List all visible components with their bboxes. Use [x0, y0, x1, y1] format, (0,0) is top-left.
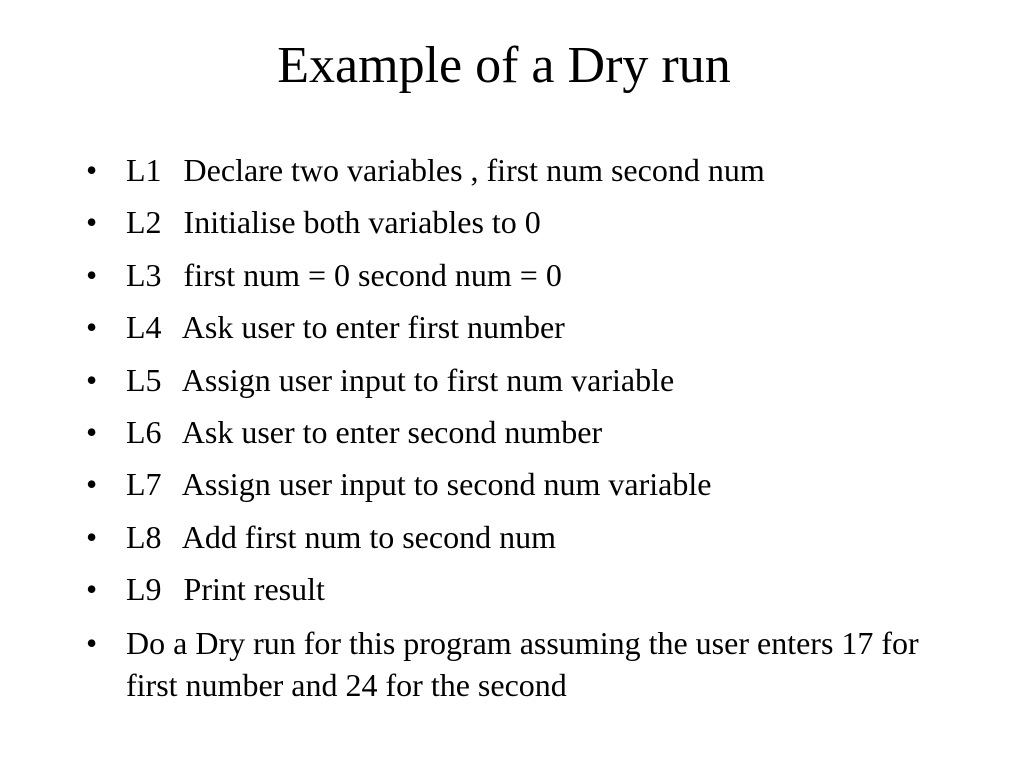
- bullet-list: [86, 150, 946, 717]
- list-item-dry-run-task: [86, 622, 946, 706]
- bullet-icon: •: [86, 571, 98, 608]
- slide-title: Example of a Dry run: [277, 37, 731, 94]
- line-text: first num = 0 second num = 0: [183, 256, 562, 293]
- bullet-icon: •: [86, 624, 98, 661]
- line-text: Ask user to enter second number: [181, 413, 603, 450]
- line-text: Ask user to enter first number: [181, 309, 565, 346]
- list-item-l7: [86, 464, 946, 505]
- line-text: Initialise both variables to 0: [183, 204, 541, 241]
- list-item-l4: [86, 307, 946, 348]
- line-label: L3: [126, 256, 162, 293]
- line-label: L5: [126, 361, 162, 398]
- list-item-l8: [86, 517, 946, 558]
- line-label: L8: [126, 518, 162, 555]
- line-text: Print result: [183, 571, 325, 608]
- line-label: L1: [126, 152, 162, 188]
- bullet-icon: •: [86, 309, 98, 346]
- line-text: Assign user input to first num variable: [181, 361, 675, 398]
- bullet-icon: •: [86, 518, 98, 555]
- bullet-icon: •: [86, 466, 98, 503]
- line-text: Declare two variables , first num second num: [183, 152, 765, 188]
- list-item-l5: [86, 360, 946, 401]
- bullet-icon: •: [86, 204, 98, 241]
- line-label: L4: [126, 309, 162, 346]
- line-label: L6: [126, 413, 162, 450]
- line-text: Assign user input to second num variable: [181, 466, 712, 503]
- list-item-l6: [86, 412, 946, 453]
- line-text: Add first num to second num: [181, 518, 556, 555]
- bullet-icon: •: [86, 256, 98, 293]
- line-label: L7: [126, 466, 162, 503]
- bullet-icon: •: [86, 152, 98, 188]
- line-label: L9: [126, 571, 162, 608]
- list-item-l9: [86, 569, 946, 610]
- line-label: L2: [126, 204, 162, 241]
- list-item-l3: [86, 255, 946, 296]
- dry-run-task-text: Do a Dry run for this program assuming the user enters 17 for first number and 24 for the second: [126, 624, 919, 703]
- list-item-l1: [86, 150, 946, 191]
- list-item-l2: [86, 202, 946, 243]
- bullet-icon: •: [86, 361, 98, 398]
- bullet-icon: •: [86, 413, 98, 450]
